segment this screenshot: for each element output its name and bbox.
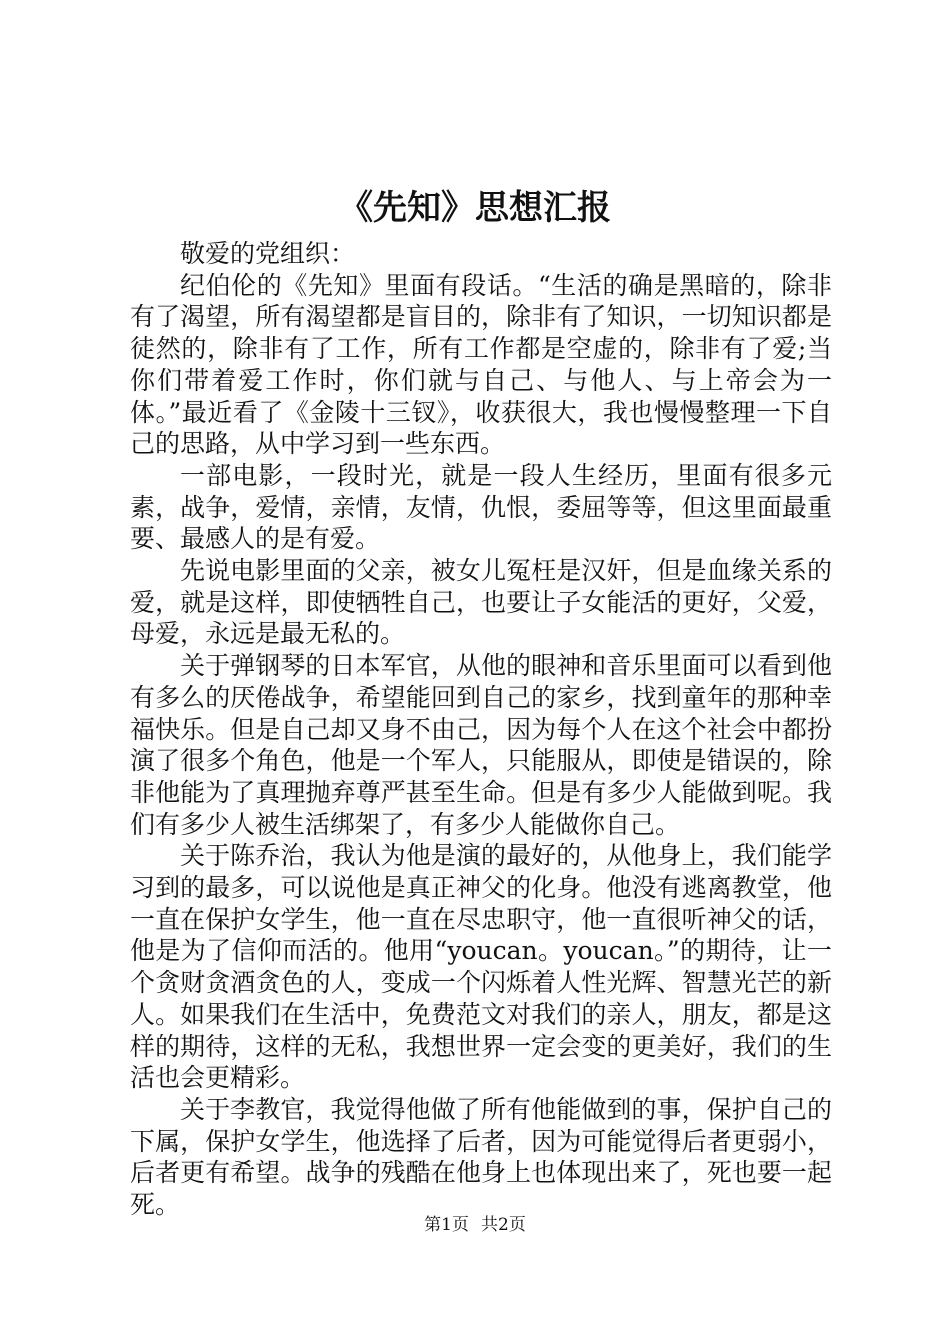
paragraph-instructor: 关于李教官，我觉得他做了所有他能做到的事，保护自己的下属，保护女学生，他选择了后者，因为可能觉得后者更弱小，后者更有希望。战争的残酷在他身上也体现出来了，死也要一起死。 [130,1094,832,1220]
paragraph-father: 先说电影里面的父亲，被女儿冤枉是汉奸，但是血缘关系的爱，就是这样，即使牺牲自己，也要让子女能活的更好，父爱，母爱，永远是最无私的。 [130,556,832,649]
paragraph-intro: 纪伯伦的《先知》里面有段话。“生活的确是黑暗的，除非有了渴望，所有渴望都是盲目的，除非有了知识，一切知识都是徒然的，除非有了工作，所有工作都是空虚的，除非有了爱;当你们带着爱工作时，你们就与自己、与他人、与上帝会为一体。”最近看了《金陵十三钗》，收获很大，我也慢慢整理一下自己的思路，从中学习到一些东西。 [130,270,832,459]
document-title: 《先知》思想汇报 [339,188,611,228]
page-number: 第1页 [424,1215,469,1235]
paragraph-movie: 一部电影，一段时光，就是一段人生经历，里面有很多元素，战争，爱情，亲情，友情，仇恨，委屈等等，但这里面最重要、最感人的是有爱。 [130,460,832,554]
salutation: 敬爱的党组织： [180,239,356,268]
paragraph-george: 关于陈乔治，我认为他是演的最好的，从他身上，我们能学习到的最多，可以说他是真正神父的化身。他没有逃离教堂，他一直在保护女学生，他一直在尽忠职守，他一直很听神父的话，他是为了信仰而活的。他用“youcan。youcan。”的期待，让一个贪财贪酒贪色的人，变成一个闪烁着人性光辉、智慧光芒的新人。如果我们在生活中，免费范文对我们的亲人，朋友，都是这样的期待，这样的无私，我想世界一定会变的更美好，我们的生活也会更精彩。 [130,841,832,1093]
page-footer [0,1213,950,1237]
paragraph-officer: 关于弹钢琴的日本军官，从他的眼神和音乐里面可以看到他有多么的厌倦战争，希望能回到自己的家乡，找到童年的那种幸福快乐。但是自己却又身不由己，因为每个人在这个社会中都扮演了很多个角色，他是一个军人，只能服从，即使是错误的，除非他能为了真理抛弃尊严甚至生命。但是有多少人能做到呢。我们有多少人被生活绑架了，有多少人能做你自己。 [130,651,832,839]
page-total: 共2页 [481,1215,526,1235]
document-body [130,238,832,1221]
